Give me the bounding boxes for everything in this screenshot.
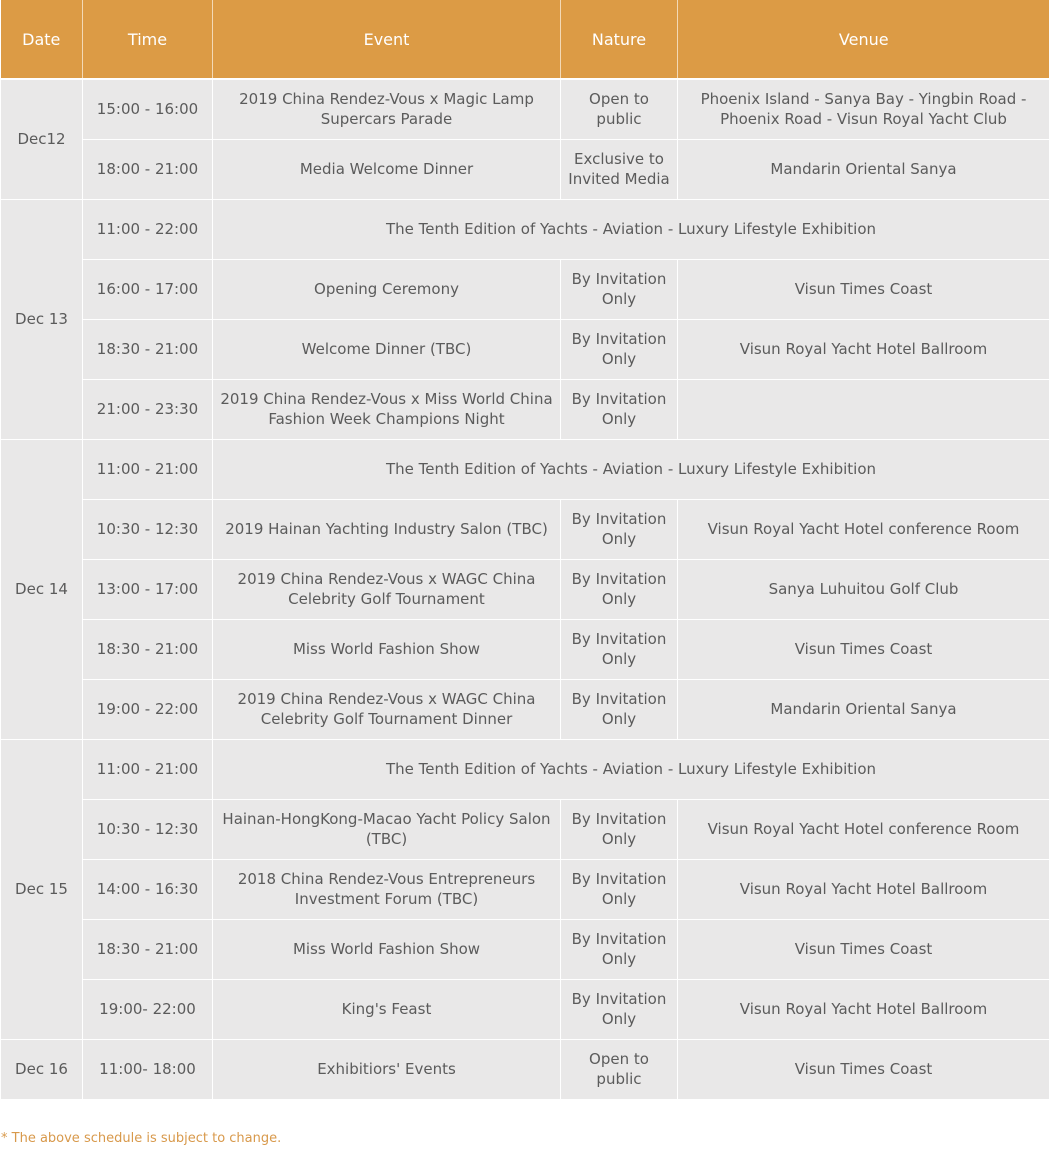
venue-cell: Visun Royal Yacht Hotel Ballroom xyxy=(678,979,1049,1039)
venue-cell: Visun Times Coast xyxy=(678,259,1049,319)
time-cell: 11:00 - 21:00 xyxy=(83,439,213,499)
time-cell: 18:30 - 21:00 xyxy=(83,319,213,379)
header-venue: Venue xyxy=(678,0,1049,79)
time-cell: 11:00 - 22:00 xyxy=(83,199,213,259)
header-row xyxy=(1,0,1049,79)
event-cell: 2019 China Rendez-Vous x WAGC China Celebrity Golf Tournament xyxy=(213,559,561,619)
table-row xyxy=(1,379,1049,439)
nature-cell: By Invitation Only xyxy=(561,979,678,1039)
event-cell: Opening Ceremony xyxy=(213,259,561,319)
time-cell: 16:00 - 17:00 xyxy=(83,259,213,319)
nature-cell: By Invitation Only xyxy=(561,559,678,619)
event-cell: 2019 China Rendez-Vous x Magic Lamp Supercars Parade xyxy=(213,79,561,139)
header-nature: Nature xyxy=(561,0,678,79)
venue-cell: Mandarin Oriental Sanya xyxy=(678,679,1049,739)
nature-cell: By Invitation Only xyxy=(561,919,678,979)
time-cell: 10:30 - 12:30 xyxy=(83,799,213,859)
event-cell: Media Welcome Dinner xyxy=(213,139,561,199)
venue-cell: Visun Royal Yacht Hotel conference Room xyxy=(678,499,1049,559)
table-row xyxy=(1,799,1049,859)
table-row xyxy=(1,859,1049,919)
time-cell: 19:00 - 22:00 xyxy=(83,679,213,739)
table-row xyxy=(1,919,1049,979)
table-row xyxy=(1,319,1049,379)
date-cell: Dec 16 xyxy=(1,1039,83,1099)
table-row xyxy=(1,619,1049,679)
event-cell: Miss World Fashion Show xyxy=(213,619,561,679)
table-row xyxy=(1,499,1049,559)
event-cell: The Tenth Edition of Yachts - Aviation - Luxury Lifestyle Exhibition xyxy=(213,739,1049,799)
venue-cell: Visun Royal Yacht Hotel Ballroom xyxy=(678,859,1049,919)
nature-cell: By Invitation Only xyxy=(561,499,678,559)
nature-cell: Exclusive to Invited Media xyxy=(561,139,678,199)
event-cell: 2019 Hainan Yachting Industry Salon (TBC) xyxy=(213,499,561,559)
time-cell: 18:30 - 21:00 xyxy=(83,919,213,979)
venue-cell xyxy=(678,379,1049,439)
schedule-body xyxy=(1,79,1049,1099)
time-cell: 11:00- 18:00 xyxy=(83,1039,213,1099)
date-cell: Dec 13 xyxy=(1,199,83,439)
event-cell: 2019 China Rendez-Vous x Miss World China Fashion Week Champions Night xyxy=(213,379,561,439)
table-row xyxy=(1,439,1049,499)
event-cell: 2019 China Rendez-Vous x WAGC China Celebrity Golf Tournament Dinner xyxy=(213,679,561,739)
nature-cell: Open to public xyxy=(561,79,678,139)
table-row xyxy=(1,139,1049,199)
nature-cell: By Invitation Only xyxy=(561,799,678,859)
venue-cell: Visun Royal Yacht Hotel Ballroom xyxy=(678,319,1049,379)
time-cell: 18:30 - 21:00 xyxy=(83,619,213,679)
venue-cell: Visun Times Coast xyxy=(678,619,1049,679)
header-time: Time xyxy=(83,0,213,79)
venue-cell: Sanya Luhuitou Golf Club xyxy=(678,559,1049,619)
venue-cell: Mandarin Oriental Sanya xyxy=(678,139,1049,199)
table-row xyxy=(1,739,1049,799)
time-cell: 11:00 - 21:00 xyxy=(83,739,213,799)
venue-cell: Phoenix Island - Sanya Bay - Yingbin Road - Phoenix Road - Visun Royal Yacht Club xyxy=(678,79,1049,139)
table-row xyxy=(1,79,1049,139)
event-cell: Exhibitiors' Events xyxy=(213,1039,561,1099)
time-cell: 10:30 - 12:30 xyxy=(83,499,213,559)
time-cell: 15:00 - 16:00 xyxy=(83,79,213,139)
schedule-footnote: * The above schedule is subject to change. xyxy=(1,1131,282,1146)
event-cell: Miss World Fashion Show xyxy=(213,919,561,979)
event-cell: 2018 China Rendez-Vous Entrepreneurs Investment Forum (TBC) xyxy=(213,859,561,919)
nature-cell: By Invitation Only xyxy=(561,619,678,679)
nature-cell: By Invitation Only xyxy=(561,379,678,439)
date-cell: Dec 14 xyxy=(1,439,83,739)
nature-cell: By Invitation Only xyxy=(561,259,678,319)
event-cell: The Tenth Edition of Yachts - Aviation - Luxury Lifestyle Exhibition xyxy=(213,439,1049,499)
event-cell: Welcome Dinner (TBC) xyxy=(213,319,561,379)
table-row xyxy=(1,679,1049,739)
time-cell: 14:00 - 16:30 xyxy=(83,859,213,919)
time-cell: 18:00 - 21:00 xyxy=(83,139,213,199)
nature-cell: By Invitation Only xyxy=(561,319,678,379)
event-cell: Hainan-HongKong-Macao Yacht Policy Salon (TBC) xyxy=(213,799,561,859)
time-cell: 19:00- 22:00 xyxy=(83,979,213,1039)
event-cell: The Tenth Edition of Yachts - Aviation - Luxury Lifestyle Exhibition xyxy=(213,199,1049,259)
venue-cell: Visun Times Coast xyxy=(678,919,1049,979)
time-cell: 21:00 - 23:30 xyxy=(83,379,213,439)
table-row xyxy=(1,559,1049,619)
table-row xyxy=(1,1039,1049,1099)
nature-cell: Open to public xyxy=(561,1039,678,1099)
nature-cell: By Invitation Only xyxy=(561,679,678,739)
table-row xyxy=(1,979,1049,1039)
event-cell: King's Feast xyxy=(213,979,561,1039)
venue-cell: Visun Royal Yacht Hotel conference Room xyxy=(678,799,1049,859)
header-date: Date xyxy=(1,0,83,79)
time-cell: 13:00 - 17:00 xyxy=(83,559,213,619)
table-row xyxy=(1,259,1049,319)
venue-cell: Visun Times Coast xyxy=(678,1039,1049,1099)
table-row xyxy=(1,199,1049,259)
date-cell: Dec 15 xyxy=(1,739,83,1039)
nature-cell: By Invitation Only xyxy=(561,859,678,919)
header-event: Event xyxy=(213,0,561,79)
date-cell: Dec12 xyxy=(1,79,83,199)
